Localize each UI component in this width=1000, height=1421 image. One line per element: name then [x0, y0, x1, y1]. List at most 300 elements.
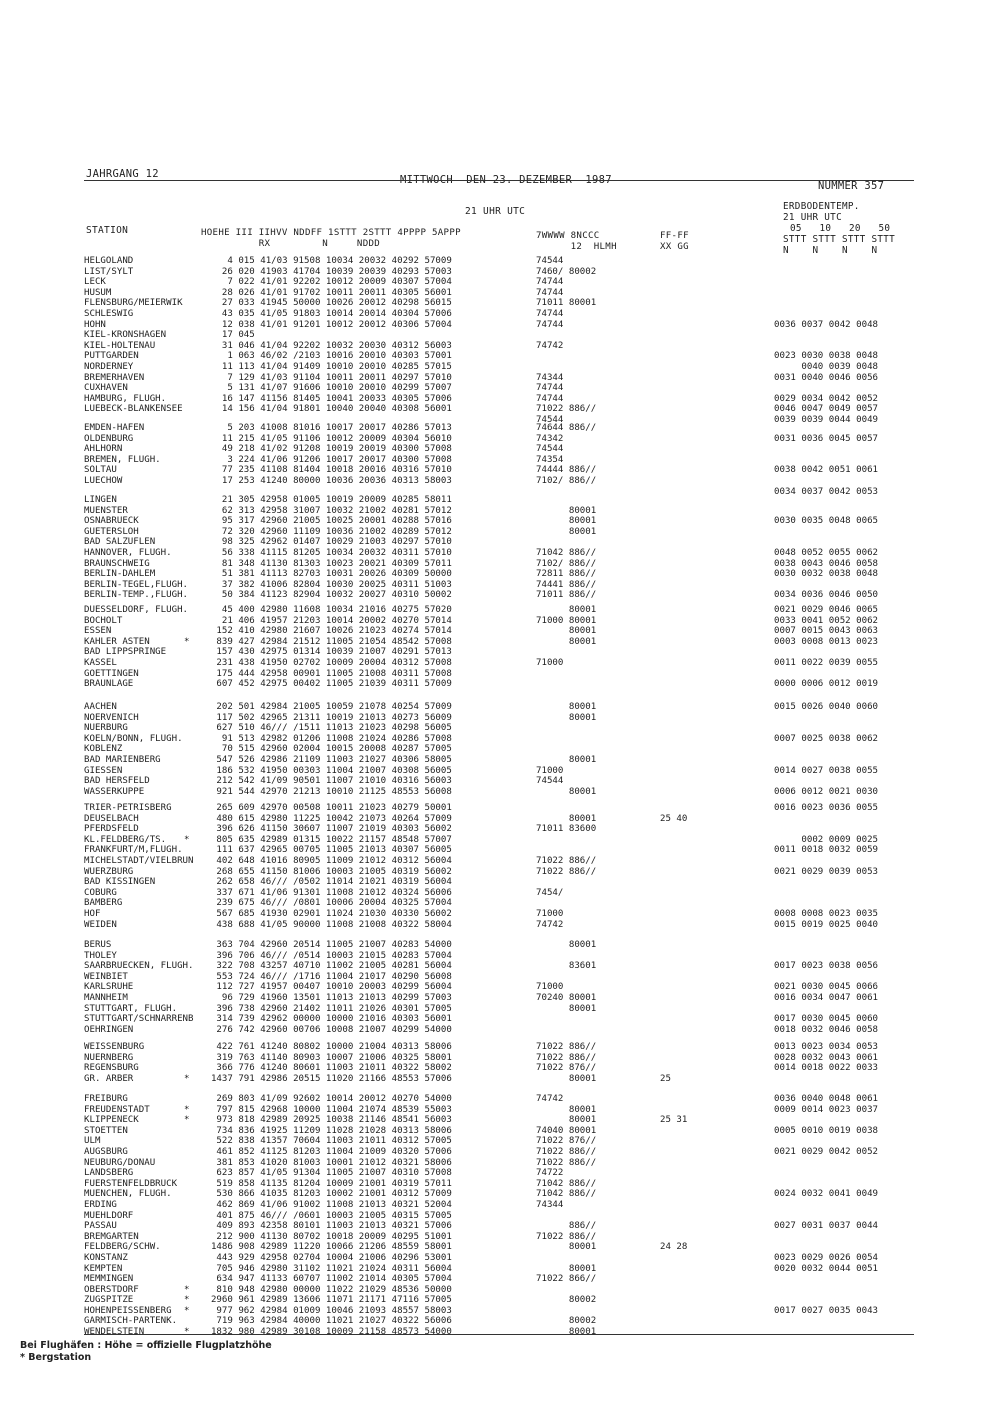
table-row: [84, 267, 914, 278]
table-row: [84, 1306, 914, 1317]
station-name: LUEBECK-BLANKENSEE: [84, 404, 183, 415]
station-name: BRAUNSCHWEIG: [84, 558, 150, 569]
observation-groups: 27 033 41945 50000 10026 20012 40298 56015: [200, 298, 452, 309]
observation-groups: 212 542 41/09 90501 11007 21010 40316 56003: [200, 776, 452, 787]
table-row: [84, 824, 914, 835]
station-name: SAARBRUECKEN, FLUGH.: [84, 961, 194, 972]
observation-groups: 322 708 43257 40710 11002 21005 40281 56004: [200, 961, 452, 972]
observation-groups: 11 215 41/05 91106 10012 20009 40304 56010: [200, 433, 452, 444]
observation-groups: 530 866 41035 81203 10002 21001 40312 57009: [200, 1189, 452, 1200]
observation-groups: 627 510 46/// /1511 11013 21023 40298 56005: [200, 723, 452, 734]
station-name: OBERSTDORF: [84, 1284, 139, 1295]
station-name: NEUBURG/DONAU: [84, 1157, 156, 1168]
synop-groups: 74544: [536, 256, 564, 266]
station-name: MANNHEIM: [84, 992, 128, 1003]
soil-temp-depths: 05 10 20 50: [790, 223, 891, 234]
station-name: KARLSRUHE: [84, 982, 134, 993]
observation-groups: 16 147 41156 81405 10041 20033 40305 57006: [200, 393, 452, 404]
station-name: EMDEN-HAFEN: [84, 423, 145, 433]
observation-groups: 268 655 41150 81006 10003 21005 40319 56002: [200, 866, 452, 877]
observation-groups: 567 685 41930 02901 11024 21030 40330 56002: [200, 908, 452, 919]
station-name: SOLTAU: [84, 465, 117, 476]
table-row: [84, 1211, 914, 1222]
soil-temperature: 0031 0036 0045 0057: [774, 433, 879, 444]
observation-groups: 21 305 42958 01005 10019 20009 40285 58011: [200, 495, 452, 505]
observation-groups: 623 857 41/05 91304 11005 21007 40310 57008: [200, 1168, 452, 1179]
synop-groups: 71000 80001: [536, 615, 597, 626]
observation-groups: 239 675 46/// /0801 10006 20004 40325 57004: [200, 898, 452, 909]
table-row: [84, 1316, 914, 1327]
observation-groups: 319 763 41140 80903 10007 21006 40325 58001: [200, 1052, 452, 1063]
observation-groups: 96 729 41960 13501 11013 21013 40299 57003: [200, 992, 452, 1003]
soil-temperature: 0038 0042 0051 0061: [774, 465, 879, 476]
observation-groups: 28 026 41/01 91702 10011 20011 40305 56001: [200, 287, 452, 298]
synop-groups: 80001: [536, 505, 597, 516]
station-name: BERUS: [84, 940, 112, 950]
observation-groups: 5 131 41/07 91606 10010 20010 40299 57007: [200, 383, 452, 394]
station-name: HANNOVER, FLUGH.: [84, 547, 172, 558]
gust-heading-1: FF-FF: [660, 231, 689, 241]
soil-temperature: 0008 0008 0023 0035: [774, 908, 879, 919]
observation-groups: 95 317 42960 21005 10025 20001 40288 57016: [200, 516, 452, 527]
station-name: MEMMINGEN: [84, 1274, 134, 1285]
bottom-rule: [84, 1334, 914, 1335]
soil-temperature: 0021 0030 0045 0066: [774, 982, 879, 993]
table-row: [84, 1327, 914, 1338]
jahrgang: JAHRGANG 12: [86, 168, 159, 180]
issue-date: MITTWOCH DEN 23. DEZEMBER 1987: [400, 174, 612, 186]
observation-groups: 37 382 41006 82804 10030 20025 40311 51003: [200, 579, 452, 590]
gust-value: 24 28: [660, 1242, 688, 1253]
observation-groups: 56 338 41115 81205 10034 20032 40311 57010: [200, 547, 452, 558]
table-row: [84, 1063, 914, 1074]
station-group: [84, 940, 914, 1035]
observation-groups: 72 320 42960 11109 10036 21002 40289 57012: [200, 526, 452, 537]
synop-groups: 74742: [536, 340, 564, 351]
observation-groups: 175 444 42958 00901 11005 21008 40311 57008: [200, 668, 452, 679]
table-row: [84, 1274, 914, 1285]
station-name: BAD MARIENBERG: [84, 754, 161, 765]
synop-groups: 71022 866//: [536, 1274, 597, 1285]
station-name: BRAUNLAGE: [84, 679, 134, 690]
table-row: [84, 920, 914, 931]
station-name: ESSEN: [84, 626, 112, 637]
soil-temp-utc: 21 UHR UTC: [783, 212, 842, 223]
observation-groups: 547 526 42986 21109 11003 21027 40306 58005: [200, 754, 452, 765]
table-row: [84, 787, 914, 798]
station-name: TRIER-PETRISBERG: [84, 803, 172, 813]
observation-groups: 438 688 41/05 90000 11008 21008 40322 58004: [200, 919, 452, 930]
synop-groups: 7460/ 80002: [536, 266, 597, 277]
synop-heading-2: 12 HLMH: [536, 242, 617, 252]
table-row: [84, 1285, 914, 1296]
table-row: [84, 961, 914, 972]
observation-groups: 70 515 42960 02004 10015 20008 40287 57005: [200, 744, 452, 755]
synop-groups: 74744: [536, 287, 564, 298]
table-row: [84, 1094, 914, 1105]
observation-groups: 265 609 42970 00508 10011 21023 40279 50001: [200, 803, 452, 813]
synop-groups: 71000: [536, 765, 564, 776]
synop-groups: 71022 886//: [536, 855, 597, 866]
table-row: [84, 1179, 914, 1190]
observation-groups: 12 038 41/01 91201 10012 20012 40306 57004: [200, 319, 452, 330]
soil-temperature: 0030 0035 0048 0065: [774, 516, 879, 527]
station-name: BOCHOLT: [84, 615, 123, 626]
station-name: BERLIN-TEGEL,FLUGH.: [84, 579, 189, 590]
soil-temperature: 0007 0025 0038 0062: [774, 733, 879, 744]
observation-groups: 973 818 42989 20925 10038 21146 48541 56003: [200, 1115, 452, 1126]
table-row: [84, 320, 914, 331]
observation-groups: 276 742 42960 00706 10008 21007 40299 54000: [200, 1024, 452, 1035]
table-row: [84, 1136, 914, 1147]
station-name: HAMBURG, FLUGH.: [84, 393, 167, 404]
observation-groups: 705 946 42980 31102 11021 21024 40311 56004: [200, 1263, 452, 1274]
table-row: [84, 909, 914, 920]
station-name: DUESSELDORF, FLUGH.: [84, 605, 189, 615]
station-name: GARMISCH-PARTENK.: [84, 1316, 178, 1327]
observation-groups: 797 815 42968 10000 11004 21074 48539 55003: [200, 1104, 452, 1115]
obs-heading-2: RX N NDDD: [201, 239, 381, 249]
table-row: [84, 972, 914, 983]
synop-groups: 80001: [536, 1242, 597, 1253]
observation-groups: 805 635 42989 01315 10022 21157 48548 57007: [200, 834, 452, 845]
observation-groups: 7 022 41/01 92202 10012 20009 40307 57004: [200, 277, 452, 288]
table-row: [84, 814, 914, 825]
synop-heading-1: 7WWWW 8NCCC: [536, 231, 600, 241]
station-name: KONSTANZ: [84, 1252, 128, 1263]
station-name: MUENCHEN, FLUGH.: [84, 1189, 172, 1200]
synop-groups: 80001: [536, 1327, 597, 1338]
observation-groups: 50 384 41123 82904 10032 20027 40310 50002: [200, 590, 452, 601]
soil-temperature: 0023 0030 0038 0048: [774, 351, 879, 362]
soil-temperature: 0009 0014 0023 0037: [774, 1104, 879, 1115]
observation-groups: 111 637 42965 00705 11005 21013 40307 56005: [200, 845, 452, 856]
synop-groups: 71022 876//: [536, 1063, 597, 1074]
station-name: GUETERSLOH: [84, 526, 139, 537]
table-row: [84, 744, 914, 755]
table-row: [84, 351, 914, 362]
synop-groups: 80001: [536, 1115, 597, 1126]
table-row: [84, 516, 914, 527]
synop-groups: 7454/: [536, 887, 564, 898]
station-name: MICHELSTADT/VIELBRUN: [84, 855, 194, 866]
mountain-station-marker: *: [184, 1327, 190, 1338]
station-name: ULM: [84, 1136, 101, 1147]
table-row: [84, 1025, 914, 1036]
table-row: [84, 559, 914, 570]
observation-groups: 522 838 41357 70604 11003 21011 40312 57005: [200, 1136, 452, 1147]
synop-groups: 71011 886//: [536, 590, 597, 601]
table-row: [84, 383, 914, 394]
station-name: BREMEN, FLUGH.: [84, 454, 161, 465]
table-row: [84, 1158, 914, 1169]
observation-groups: 839 427 42984 21512 11005 21054 48542 57008: [200, 636, 452, 647]
station-name: AHLHORN: [84, 444, 123, 455]
soil-temperature: 0017 0023 0038 0056: [774, 961, 879, 972]
station-name: GIESSEN: [84, 765, 123, 776]
observation-groups: 396 626 41150 30607 11007 21019 40303 56002: [200, 824, 452, 835]
station-name: COBURG: [84, 887, 117, 898]
observation-groups: 2960 961 42989 13606 11071 21171 47116 57005: [200, 1295, 452, 1306]
table-row: [84, 455, 914, 466]
table-row: [84, 723, 914, 734]
soil-temperature: 0039 0039 0044 0049: [774, 414, 879, 425]
table-row: [84, 590, 914, 601]
observation-groups: 98 325 42962 01407 10029 21003 40297 57010: [200, 537, 452, 548]
table-row: [84, 1295, 914, 1306]
table-row: [84, 1264, 914, 1275]
synop-groups: 74644 886//: [536, 423, 597, 433]
synop-groups: 71022 886//: [536, 1157, 597, 1168]
station-group: [84, 495, 914, 601]
synop-groups: 80002: [536, 1316, 597, 1327]
table-row: [84, 298, 914, 309]
table-row: [84, 1004, 914, 1015]
table-row: [84, 476, 914, 487]
synop-groups: 74544: [536, 776, 564, 787]
soil-temperature: 0021 0029 0039 0053: [774, 866, 879, 877]
soil-temperature: 0027 0031 0037 0044: [774, 1221, 879, 1232]
table-row: [84, 898, 914, 909]
station-group: [84, 423, 914, 497]
soil-temperature: 0020 0032 0044 0051: [774, 1263, 879, 1274]
mountain-station-marker: *: [184, 834, 190, 845]
station-name: KAHLER ASTEN: [84, 636, 150, 647]
station-name: GOETTINGEN: [84, 668, 139, 679]
soil-temperature: 0048 0052 0055 0062: [774, 547, 879, 558]
table-row: [84, 548, 914, 559]
synop-groups: 71000: [536, 908, 564, 919]
soil-temperature: 0034 0037 0042 0053: [774, 486, 879, 497]
table-row: [84, 580, 914, 591]
synop-groups: 80002: [536, 1295, 597, 1306]
table-row: [84, 982, 914, 993]
header-rule: [84, 180, 914, 181]
table-row: [84, 605, 914, 616]
table-row: [84, 1053, 914, 1064]
table-row: [84, 755, 914, 766]
synop-groups: 72811 886//: [536, 569, 597, 580]
station-name: ERDING: [84, 1199, 117, 1210]
table-row: [84, 776, 914, 787]
table-row: [84, 803, 914, 814]
soil-temp-units: N N N N: [783, 245, 878, 256]
table-row: [84, 423, 914, 434]
observation-groups: 366 776 41240 80601 11003 21011 40322 58002: [200, 1063, 452, 1074]
synop-groups: 74342: [536, 433, 564, 444]
observation-groups: 1 063 46/02 /2103 10016 20010 40303 57001: [200, 351, 452, 362]
station-name: WASSERKUPPE: [84, 786, 145, 797]
soil-temperature: 0014 0027 0038 0055: [774, 765, 879, 776]
observation-groups: 381 853 41020 81003 10001 21012 40321 58006: [200, 1157, 452, 1168]
synop-groups: 74744: [536, 319, 564, 330]
soil-temperature: 0000 0006 0012 0019: [774, 679, 879, 690]
station-name: GR. ARBER: [84, 1073, 134, 1084]
observation-groups: 396 738 42960 21402 11011 21026 40301 57005: [200, 1003, 452, 1014]
station-name: AUGSBURG: [84, 1146, 128, 1157]
observation-groups: 519 858 41135 81204 10009 21001 40319 57011: [200, 1178, 452, 1189]
footnote-airports: Bei Flughäfen : Höhe = offizielle Flugplatzhöhe: [20, 1340, 272, 1351]
gust-value: 25 31: [660, 1115, 688, 1126]
observation-groups: 337 671 41/06 91301 11008 21012 40324 56006: [200, 887, 452, 898]
table-row: [84, 1221, 914, 1232]
station-name: BERLIN-TEMP.,FLUGH.: [84, 590, 189, 601]
table-row: [84, 1189, 914, 1200]
station-name: FREIBURG: [84, 1094, 128, 1104]
synop-groups: 71022 886//: [536, 1042, 597, 1052]
station-name: BAD SALZUFLEN: [84, 537, 156, 548]
observation-groups: 921 544 42970 21213 10010 21125 48553 56008: [200, 786, 452, 797]
obs-heading-1: HOEHE III IIHVV NDDFF 1STTT 2STTT 4PPPP 5APPP: [201, 228, 461, 238]
table-row: [84, 1242, 914, 1253]
station-name: AACHEN: [84, 702, 117, 712]
synop-groups: 71022 886//: [536, 866, 597, 877]
station-name: THOLEY: [84, 950, 117, 961]
soil-temperature: 0021 0029 0042 0052: [774, 1146, 879, 1157]
station-name: FRANKFURT/M,FLUGH.: [84, 845, 183, 856]
observation-groups: 117 502 42965 21311 10019 21013 40273 56009: [200, 712, 452, 723]
observation-groups: 157 430 42975 01314 10039 21007 40291 57013: [200, 647, 452, 658]
table-row: [84, 1014, 914, 1025]
table-row: [84, 637, 914, 648]
mountain-station-marker: *: [184, 1284, 190, 1295]
soil-temperature: 0040 0039 0048: [774, 361, 879, 372]
station-name: KOBLENZ: [84, 744, 123, 755]
table-row: [84, 404, 914, 415]
soil-temperature: 0046 0047 0049 0057: [774, 404, 879, 415]
table-row: [84, 993, 914, 1004]
soil-temperature: 0021 0029 0046 0065: [774, 605, 879, 615]
station-name: PASSAU: [84, 1221, 117, 1232]
table-row: [84, 713, 914, 724]
soil-temperature: 0036 0040 0048 0061: [774, 1094, 879, 1104]
table-row: [84, 444, 914, 455]
station-name: OLDENBURG: [84, 433, 134, 444]
synop-groups: 80001: [536, 1104, 597, 1115]
observation-groups: 719 963 42984 40000 11021 21027 40322 56006: [200, 1316, 452, 1327]
observation-groups: 31 046 41/04 92202 10032 20030 40312 56003: [200, 340, 452, 351]
station-name: WEINBIET: [84, 971, 128, 982]
synop-groups: 71022 886//: [536, 1146, 597, 1157]
table-row: [84, 669, 914, 680]
synop-groups: 80001: [536, 1073, 597, 1084]
table-row: [84, 647, 914, 658]
station-group: [84, 605, 914, 690]
station-name: FELDBERG/SCHW.: [84, 1242, 161, 1253]
station-name: LANDSBERG: [84, 1168, 134, 1179]
observation-groups: 51 381 41113 82703 10031 20026 40309 50000: [200, 569, 452, 580]
station-name: KIEL-KRONSHAGEN: [84, 330, 167, 341]
soil-temperature: 0018 0032 0046 0058: [774, 1024, 879, 1035]
mountain-station-marker: *: [184, 1104, 190, 1115]
gust-value: 25 40: [660, 813, 688, 824]
observation-groups: 14 156 41/04 91801 10040 20040 40308 56001: [200, 404, 452, 415]
table-row: [84, 288, 914, 299]
station-name: WUERZBURG: [84, 866, 134, 877]
synop-groups: 80001: [536, 516, 597, 527]
mountain-station-marker: *: [184, 1295, 190, 1306]
station-name: OEHRINGEN: [84, 1024, 134, 1035]
synop-groups: 71000: [536, 982, 564, 993]
table-row: [84, 527, 914, 538]
observation-groups: 1437 791 42986 20515 11020 21166 48553 57006: [200, 1073, 452, 1084]
observation-groups: 3 224 41/06 91206 10017 20017 40300 57008: [200, 454, 452, 465]
soil-temperature: 0013 0023 0034 0053: [774, 1042, 879, 1052]
observation-groups: 4 015 41/03 91508 10034 20032 40292 57009: [200, 256, 452, 266]
synop-groups: 71042 886//: [536, 1189, 597, 1200]
table-row: [84, 877, 914, 888]
mountain-station-marker: *: [184, 1305, 190, 1316]
synop-groups: 74744: [536, 308, 564, 319]
table-row: [84, 888, 914, 899]
station-name: PUTTGARDEN: [84, 351, 139, 362]
observation-groups: 112 727 41957 00407 10010 20003 40299 56004: [200, 982, 452, 993]
synop-groups: 71022 886//: [536, 404, 597, 415]
soil-temperature: 0034 0036 0046 0050: [774, 590, 879, 601]
table-row: [84, 1042, 914, 1053]
table-row: [84, 1074, 914, 1085]
soil-temperature: 0030 0032 0038 0048: [774, 569, 879, 580]
soil-temperature: 0017 0027 0035 0043: [774, 1305, 879, 1316]
observation-groups: 45 400 42980 11608 10034 21016 40275 57020: [200, 605, 452, 615]
station-name: STOETTEN: [84, 1125, 128, 1136]
soil-temperature: 0011 0022 0039 0055: [774, 657, 879, 668]
observation-groups: 553 724 46/// /1716 11004 21017 40290 56008: [200, 971, 452, 982]
table-row: [84, 495, 914, 506]
observation-groups: 1486 908 42989 11220 10066 21206 48559 58001: [200, 1242, 452, 1253]
synop-groups: 71022 886//: [536, 1231, 597, 1242]
synop-groups: 74444 886//: [536, 465, 597, 476]
synop-groups: 80001: [536, 940, 597, 950]
footnote-mountain: * Bergstation: [20, 1352, 92, 1363]
table-row: [84, 658, 914, 669]
utc-heading: 21 UHR UTC: [465, 206, 526, 217]
observation-groups: 5 203 41008 81016 10017 20017 40286 57013: [200, 423, 452, 433]
synop-groups: 80001: [536, 702, 597, 712]
table-row: [84, 1253, 914, 1264]
observation-groups: 17 253 41240 80000 10036 20036 40313 58003: [200, 475, 452, 486]
table-row: [84, 465, 914, 476]
observation-groups: 810 948 42980 00000 11022 21029 48536 50000: [200, 1284, 452, 1295]
synop-groups: 80001: [536, 712, 597, 723]
soil-temperature: 0016 0034 0047 0061: [774, 992, 879, 1003]
observation-groups: 462 869 41/06 91002 11008 21013 40321 52004: [200, 1199, 452, 1210]
table-row: [84, 434, 914, 445]
soil-temperature: 0031 0040 0046 0056: [774, 372, 879, 383]
station-name: BAMBERG: [84, 898, 123, 909]
soil-temperature: 0017 0030 0045 0060: [774, 1014, 879, 1025]
station-name: WENDELSTEIN: [84, 1327, 145, 1338]
observation-groups: 17 045: [200, 330, 255, 341]
station-name: FUERSTENFELDBRUCK: [84, 1178, 178, 1189]
synop-groups: 80001: [536, 1003, 597, 1014]
observation-groups: 409 893 42358 80101 11003 21013 40321 57006: [200, 1221, 452, 1232]
gust-heading-2: XX GG: [660, 242, 689, 252]
station-group: [84, 702, 914, 797]
observation-groups: 81 348 41130 81303 10023 20021 40309 57011: [200, 558, 452, 569]
station-name: FREUDENSTADT: [84, 1104, 150, 1115]
table-row: [84, 394, 914, 405]
table-row: [84, 616, 914, 627]
station-name: FLENSBURG/MEIERWIK: [84, 298, 183, 309]
soil-temperature: 0006 0012 0021 0030: [774, 786, 879, 797]
station-name: LECK: [84, 277, 106, 288]
station-name: KOELN/BONN, FLUGH.: [84, 733, 183, 744]
observation-groups: 43 035 41/05 91803 10014 20014 40304 57006: [200, 308, 452, 319]
station-name: HOHENPEISSENBERG: [84, 1305, 172, 1316]
mountain-station-marker: *: [184, 636, 190, 647]
synop-groups: 71042 886//: [536, 1178, 597, 1189]
